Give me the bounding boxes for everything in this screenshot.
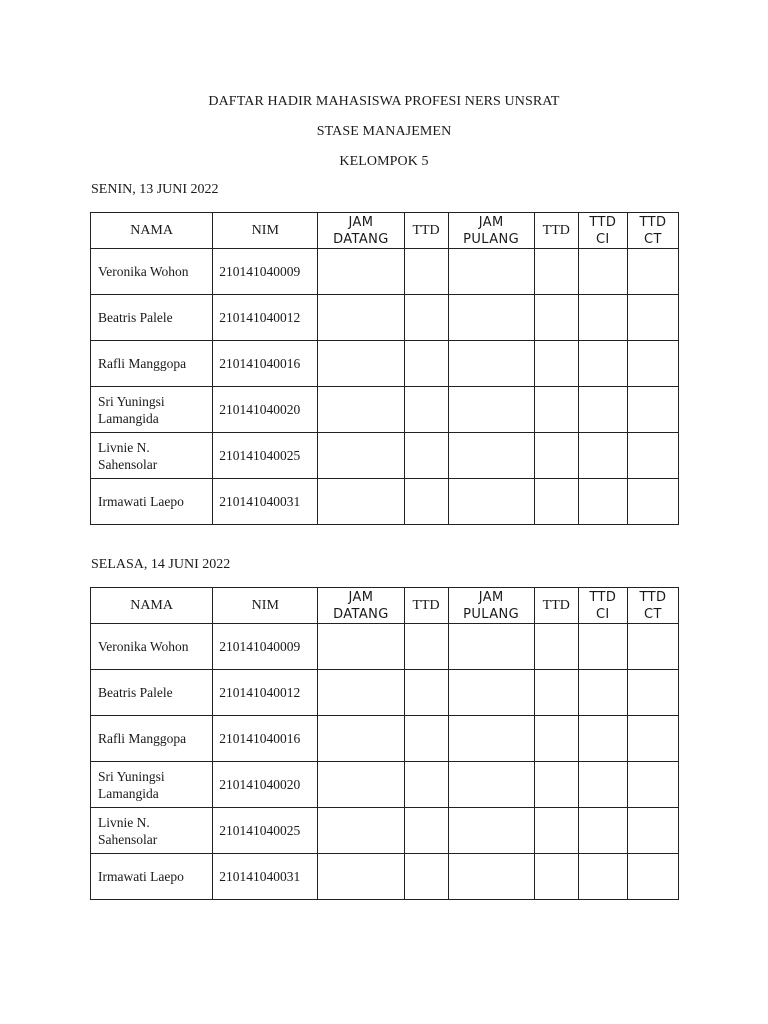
student-name-cell	[91, 433, 213, 479]
ttd-ct-cell[interactable]	[627, 295, 678, 341]
header-ttd: TTD	[404, 588, 448, 624]
ttd-datang-cell[interactable]	[404, 295, 448, 341]
table-header-row	[91, 588, 679, 624]
text-line: Sri Yuningsi	[98, 768, 165, 784]
ttd-ct-cell[interactable]	[627, 762, 678, 808]
ttd-ct-cell[interactable]	[627, 670, 678, 716]
ttd-ct-cell[interactable]	[627, 433, 678, 479]
ttd-ci-cell[interactable]	[578, 624, 627, 670]
student-name-cell	[91, 808, 213, 854]
text-line: JAM	[478, 589, 504, 605]
jam-pulang-cell[interactable]	[448, 295, 534, 341]
ttd-ci-cell[interactable]	[578, 433, 627, 479]
student-name-cell	[91, 249, 213, 295]
ttd-ci-cell[interactable]	[578, 854, 627, 900]
header-ttd: TTD	[534, 588, 578, 624]
header-jam-pulang	[448, 213, 534, 249]
text-line: CI	[595, 231, 610, 247]
jam-pulang-cell[interactable]	[448, 249, 534, 295]
ttd-datang-cell[interactable]	[404, 808, 448, 854]
text-line: PULANG	[463, 231, 520, 247]
student-name-cell	[91, 387, 213, 433]
ttd-ci-cell[interactable]	[578, 295, 627, 341]
document-title: DAFTAR HADIR MAHASISWA PROFESI NERS UNSRAT	[208, 94, 560, 109]
jam-datang-cell[interactable]	[318, 854, 404, 900]
ttd-pulang-cell[interactable]	[534, 670, 578, 716]
header-jam-pulang	[448, 588, 534, 624]
jam-pulang-cell[interactable]	[448, 433, 534, 479]
session-day-label: SELASA, 14 JUNI 2022	[91, 557, 231, 572]
student-name-cell	[91, 479, 213, 525]
ttd-ci-cell[interactable]	[578, 249, 627, 295]
ttd-pulang-cell[interactable]	[534, 295, 578, 341]
student-nim-cell: 210141040031	[213, 854, 318, 900]
ttd-ct-cell[interactable]	[627, 249, 678, 295]
text-line: Sahensolar	[98, 456, 158, 472]
text-line: DATANG	[333, 606, 389, 622]
jam-datang-cell[interactable]	[318, 479, 404, 525]
ttd-datang-cell[interactable]	[404, 341, 448, 387]
student-name-cell	[91, 624, 213, 670]
student-nim-cell: 210141040009	[213, 249, 318, 295]
header-nim: NIM	[213, 213, 318, 249]
table-row	[91, 762, 679, 808]
text-line: Livnie N.	[98, 439, 150, 455]
student-nim-cell: 210141040016	[213, 341, 318, 387]
text-line: JAM	[478, 214, 504, 230]
ttd-ct-cell[interactable]	[627, 387, 678, 433]
ttd-ct-cell[interactable]	[627, 479, 678, 525]
header-ttd-ci	[578, 213, 627, 249]
jam-pulang-cell[interactable]	[448, 624, 534, 670]
student-nim-cell: 210141040012	[213, 670, 318, 716]
text-line: PULANG	[463, 606, 520, 622]
ttd-ct-cell[interactable]	[627, 716, 678, 762]
ttd-datang-cell[interactable]	[404, 479, 448, 525]
jam-pulang-cell[interactable]	[448, 387, 534, 433]
header-ttd-ct	[627, 588, 678, 624]
text-line: TTD	[589, 214, 617, 230]
student-nim-cell: 210141040031	[213, 479, 318, 525]
header-nama: NAMA	[91, 588, 213, 624]
table-row	[91, 808, 679, 854]
ttd-pulang-cell[interactable]	[534, 808, 578, 854]
ttd-datang-cell[interactable]	[404, 716, 448, 762]
student-nim-cell: 210141040016	[213, 716, 318, 762]
ttd-datang-cell[interactable]	[404, 433, 448, 479]
text-line: TTD	[639, 214, 667, 230]
ttd-pulang-cell[interactable]	[534, 854, 578, 900]
ttd-ci-cell[interactable]	[578, 716, 627, 762]
jam-datang-cell[interactable]	[318, 433, 404, 479]
text-line: DATANG	[333, 231, 389, 247]
text-line: Veronika Wohon	[98, 264, 189, 279]
student-nim-cell: 210141040025	[213, 433, 318, 479]
ttd-datang-cell[interactable]	[404, 249, 448, 295]
jam-pulang-cell[interactable]	[448, 854, 534, 900]
text-line: Beatris Palele	[98, 310, 173, 325]
jam-pulang-cell[interactable]	[448, 341, 534, 387]
header-ttd-ct	[627, 213, 678, 249]
student-nim-cell: 210141040020	[213, 387, 318, 433]
table-header-row	[91, 213, 679, 249]
ttd-pulang-cell[interactable]	[534, 716, 578, 762]
text-line: CT	[644, 606, 662, 622]
table-row	[91, 433, 679, 479]
ttd-ci-cell[interactable]	[578, 762, 627, 808]
student-name-cell	[91, 670, 213, 716]
ttd-ci-cell[interactable]	[578, 479, 627, 525]
jam-datang-cell[interactable]	[318, 249, 404, 295]
text-line: CT	[644, 231, 662, 247]
student-name-cell	[91, 762, 213, 808]
jam-pulang-cell[interactable]	[448, 716, 534, 762]
text-line: Lamangida	[98, 410, 159, 426]
ttd-ct-cell[interactable]	[627, 341, 678, 387]
text-line: Livnie N.	[98, 814, 150, 830]
student-name-cell	[91, 854, 213, 900]
attendance-table	[90, 587, 679, 900]
text-line: Veronika Wohon	[98, 639, 189, 654]
table-row	[91, 249, 679, 295]
table-row	[91, 341, 679, 387]
student-nim-cell: 210141040025	[213, 808, 318, 854]
student-nim-cell: 210141040009	[213, 624, 318, 670]
table-row	[91, 479, 679, 525]
jam-pulang-cell[interactable]	[448, 479, 534, 525]
ttd-ct-cell[interactable]	[627, 624, 678, 670]
table-row	[91, 624, 679, 670]
text-line: Irmawati Laepo	[98, 494, 184, 509]
ttd-datang-cell[interactable]	[404, 854, 448, 900]
text-line: Sri Yuningsi	[98, 393, 165, 409]
jam-pulang-cell[interactable]	[448, 808, 534, 854]
ttd-pulang-cell[interactable]	[534, 249, 578, 295]
header-nama: NAMA	[91, 213, 213, 249]
attendance-table	[90, 212, 679, 525]
jam-datang-cell[interactable]	[318, 808, 404, 854]
ttd-pulang-cell[interactable]	[534, 624, 578, 670]
student-name-cell	[91, 341, 213, 387]
text-line: JAM	[348, 214, 374, 230]
table-row	[91, 854, 679, 900]
ttd-ci-cell[interactable]	[578, 387, 627, 433]
text-line: Irmawati Laepo	[98, 869, 184, 884]
text-line: Beatris Palele	[98, 685, 173, 700]
student-nim-cell: 210141040020	[213, 762, 318, 808]
text-line: Rafli Manggopa	[98, 356, 187, 371]
jam-datang-cell[interactable]	[318, 624, 404, 670]
ttd-pulang-cell[interactable]	[534, 387, 578, 433]
jam-datang-cell[interactable]	[318, 341, 404, 387]
header-ttd-ci	[578, 588, 627, 624]
ttd-datang-cell[interactable]	[404, 762, 448, 808]
group-label: KELOMPOK 5	[339, 154, 429, 169]
text-line: TTD	[589, 589, 617, 605]
ttd-pulang-cell[interactable]	[534, 762, 578, 808]
ttd-ci-cell[interactable]	[578, 670, 627, 716]
jam-pulang-cell[interactable]	[448, 762, 534, 808]
jam-datang-cell[interactable]	[318, 762, 404, 808]
jam-pulang-cell[interactable]	[448, 670, 534, 716]
ttd-datang-cell[interactable]	[404, 670, 448, 716]
table-row	[91, 387, 679, 433]
student-name-cell	[91, 295, 213, 341]
text-line: Sahensolar	[98, 831, 158, 847]
ttd-pulang-cell[interactable]	[534, 341, 578, 387]
text-line: CI	[595, 606, 610, 622]
document-subtitle: STASE MANAJEMEN	[316, 124, 452, 139]
header-jam-datang	[318, 588, 404, 624]
ttd-ct-cell[interactable]	[627, 854, 678, 900]
ttd-ct-cell[interactable]	[627, 808, 678, 854]
text-line: Rafli Manggopa	[98, 731, 187, 746]
text-line: JAM	[348, 589, 374, 605]
text-line: TTD	[639, 589, 667, 605]
header-ttd: TTD	[534, 213, 578, 249]
header-nim: NIM	[213, 588, 318, 624]
ttd-datang-cell[interactable]	[404, 387, 448, 433]
jam-datang-cell[interactable]	[318, 670, 404, 716]
ttd-datang-cell[interactable]	[404, 624, 448, 670]
text-line: Lamangida	[98, 785, 159, 801]
student-name-cell	[91, 716, 213, 762]
ttd-ci-cell[interactable]	[578, 341, 627, 387]
ttd-pulang-cell[interactable]	[534, 433, 578, 479]
header-ttd: TTD	[404, 213, 448, 249]
session-day-label: SENIN, 13 JUNI 2022	[91, 182, 219, 197]
student-nim-cell: 210141040012	[213, 295, 318, 341]
header-jam-datang	[318, 213, 404, 249]
table-row	[91, 670, 679, 716]
jam-datang-cell[interactable]	[318, 295, 404, 341]
table-row	[91, 295, 679, 341]
table-row	[91, 716, 679, 762]
ttd-pulang-cell[interactable]	[534, 479, 578, 525]
jam-datang-cell[interactable]	[318, 387, 404, 433]
ttd-ci-cell[interactable]	[578, 808, 627, 854]
jam-datang-cell[interactable]	[318, 716, 404, 762]
